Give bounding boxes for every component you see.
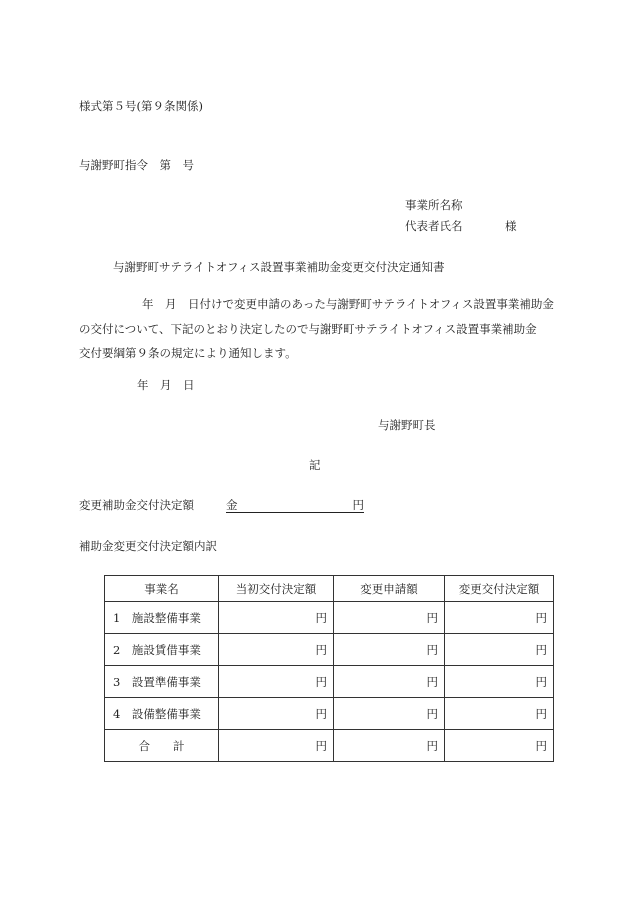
row-changed-amount: 円 <box>445 602 554 634</box>
row-project-name <box>105 698 219 730</box>
header-project: 事業名 <box>105 576 219 602</box>
row-number: 2 <box>113 642 121 657</box>
honorific: 様 <box>505 219 517 233</box>
amount-label: 変更補助金交付決定額 <box>79 498 194 512</box>
date-line: 年 月 日 <box>137 378 195 392</box>
form-number: 様式第５号(第９条関係) <box>79 99 203 113</box>
body-line-2: の交付について、下記のとおり決定したので与謝野町サテライトオフィス設置事業補助金 <box>79 321 537 336</box>
row-initial-amount: 円 <box>219 602 334 634</box>
office-name-label: 事業所名称 <box>405 198 463 212</box>
row-changed-amount: 円 <box>445 634 554 666</box>
amount-underline <box>226 498 364 513</box>
table-header-row <box>105 576 554 602</box>
row-initial-amount: 円 <box>219 666 334 698</box>
table-total-row <box>105 730 554 762</box>
breakdown-table <box>104 575 554 762</box>
row-project-name <box>105 634 219 666</box>
total-initial-amount: 円 <box>219 730 334 762</box>
row-name: 設置準備事業 <box>131 674 201 689</box>
table-row <box>105 602 554 634</box>
header-changed-amount: 変更交付決定額 <box>445 576 554 602</box>
row-change-request: 円 <box>334 698 445 730</box>
document-title: 与謝野町サテライトオフィス設置事業補助金変更交付決定通知書 <box>113 260 445 274</box>
document-number: 与謝野町指令 第 号 <box>79 158 194 172</box>
total-change-request: 円 <box>334 730 445 762</box>
header-initial-amount: 当初交付決定額 <box>219 576 334 602</box>
table-row <box>105 634 554 666</box>
row-initial-amount: 円 <box>219 698 334 730</box>
row-number: 4 <box>113 706 121 721</box>
row-number: 3 <box>113 674 121 689</box>
row-name: 施設賃借事業 <box>131 642 201 657</box>
total-label: 合 計 <box>105 730 219 762</box>
ki-mark: 記 <box>309 458 321 472</box>
table-row <box>105 666 554 698</box>
amount-prefix: 金 <box>226 498 238 512</box>
row-project-name <box>105 602 219 634</box>
total-changed-amount: 円 <box>445 730 554 762</box>
representative-label: 代表者氏名 <box>405 219 463 233</box>
issuer: 与謝野町長 <box>378 418 436 432</box>
body-line-3: 交付要綱第９条の規定により通知します。 <box>79 346 297 360</box>
body-line-1: 年 月 日付けで変更申請のあった与謝野町サテライトオフィス設置事業補助金 <box>119 297 554 311</box>
row-change-request: 円 <box>334 602 445 634</box>
amount-unit: 円 <box>352 498 364 512</box>
row-change-request: 円 <box>334 634 445 666</box>
row-changed-amount: 円 <box>445 666 554 698</box>
amount-field <box>226 498 364 513</box>
body-paragraph <box>79 292 559 366</box>
row-project-name <box>105 666 219 698</box>
row-number: 1 <box>113 610 121 625</box>
row-changed-amount: 円 <box>445 698 554 730</box>
breakdown-heading: 補助金変更交付決定額内訳 <box>79 539 217 553</box>
header-change-request: 変更申請額 <box>334 576 445 602</box>
row-initial-amount: 円 <box>219 634 334 666</box>
row-name: 設備整備事業 <box>131 706 201 721</box>
row-change-request: 円 <box>334 666 445 698</box>
table-row <box>105 698 554 730</box>
row-name: 施設整備事業 <box>131 610 201 625</box>
